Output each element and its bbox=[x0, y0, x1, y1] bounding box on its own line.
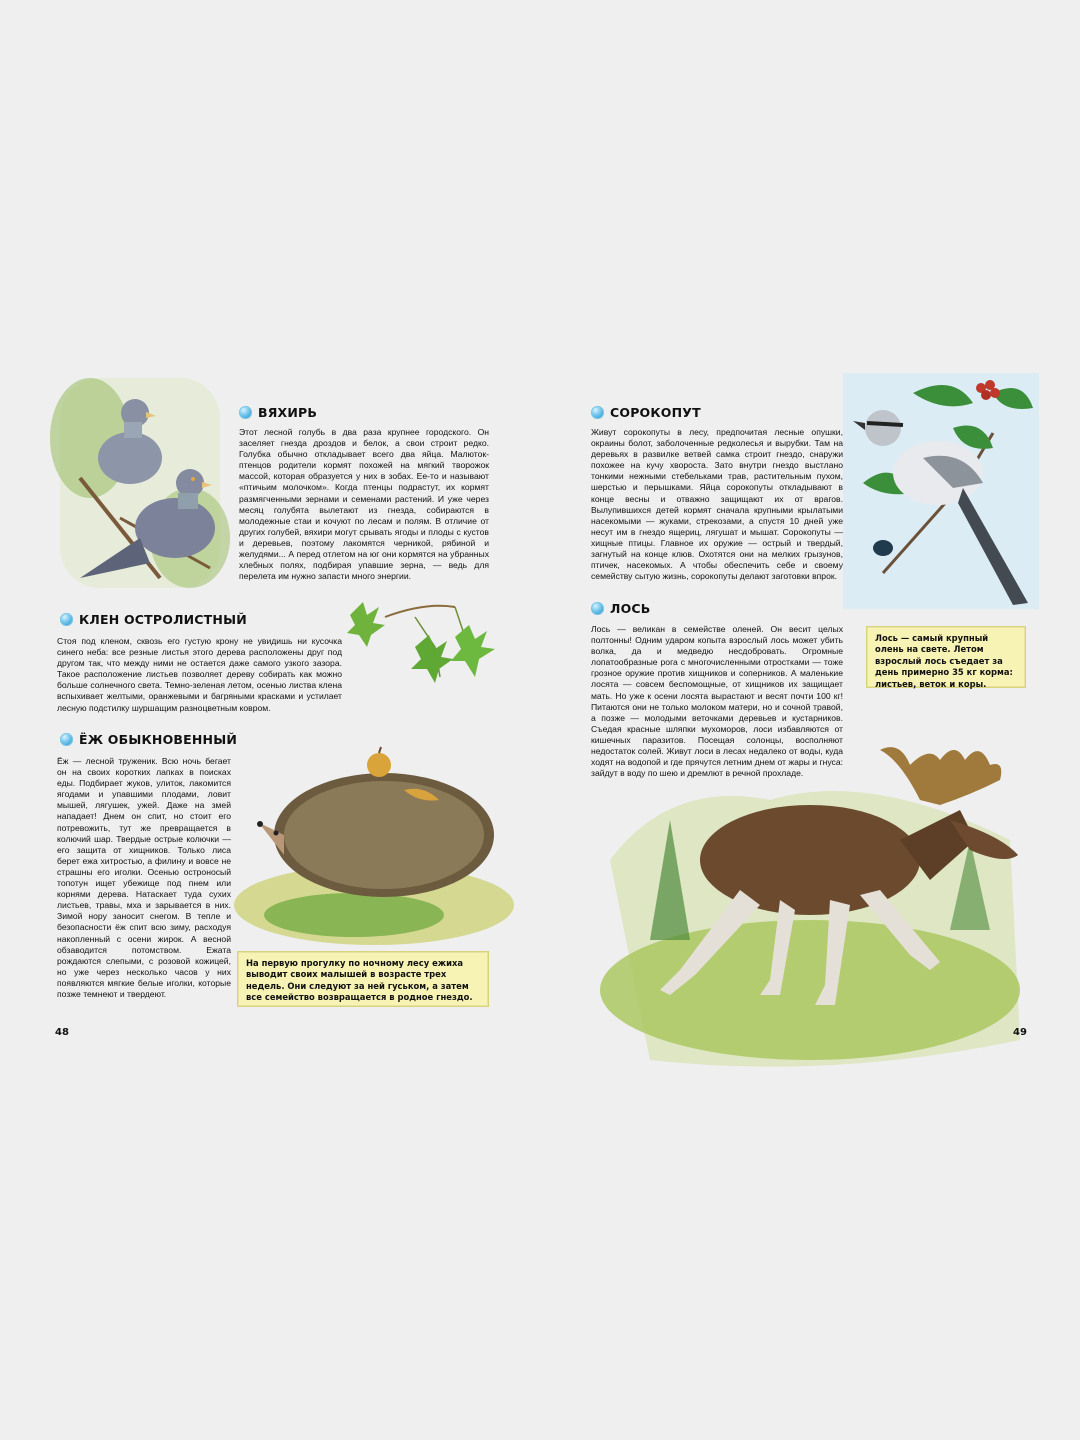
section-text-shrike bbox=[591, 427, 843, 582]
maple-branch-illustration bbox=[345, 597, 505, 697]
paragraph: Стоя под кленом, сквозь его густую крону не увидишь ни кусочка синего неба: все резные листья этого дерева расположены друг под другом так, что между ними не остается даже самого узкого зазора. Такое расположение листьев позволяет дереву собирать как можно больше солнечного света. Темно-зеленая летом, осенью листва клена вспыхивает желтыми, оранжевыми и багряными красками и устилает лесную подстилку шуршащим разноцветным ковром. bbox=[57, 636, 342, 713]
blue-droplet-bullet-icon bbox=[591, 602, 604, 615]
moose-illustration bbox=[610, 740, 1030, 1080]
section-title: КЛЕН ОСТРОЛИСТНЫЙ bbox=[79, 612, 247, 627]
paragraph: Лось — великан в семействе оленей. Он весит целых полтонны! Одним ударом копыта взрослый лось может убить волка, да и медведю несдобровать. Огромные лопатообразные рога с многочисленными отростками — тоже грозное оружие против хищников и соперников. А маленькие лосята — совсем беспомощные, от хищников их защищает мать. Но уже к осени лосята вырастают и весят почти 100 кг! Питаются они не только молоком матери, но и сочной травой, а позже — молодыми веточками деревьев и кустарников. Съедая красные шляпки мухоморов, лоси избавляются от кишечных паразитов. Посещая солонцы, восполняют недостаток солей. Живут лоси в лесах недалеко от воды, куда ходят на водопой и где прячутся летним днем от жары и гнуса: зайдут в воду по шею и дремлют в речной прохладе. bbox=[591, 624, 843, 779]
fact-text: Лось — самый крупный олень на свете. Летом взрослый лось съедает за день примерно 35 кг корма: листьев, веток и коры. bbox=[875, 633, 1013, 689]
page-number-left: 48 bbox=[55, 1027, 69, 1038]
section-heading-shrike bbox=[591, 405, 701, 420]
section-heading-wood-pigeon bbox=[239, 405, 317, 420]
section-title: СОРОКОПУТ bbox=[610, 405, 701, 420]
page-number-right: 49 bbox=[1013, 1027, 1027, 1038]
fact-text: На первую прогулку по ночному лесу ежиха выводит своих малышей в возрасте трех недель. Они следуют за ней гуськом, а затем все семейство возвращается в родное гнездо. bbox=[246, 958, 473, 1003]
section-text-maple bbox=[57, 636, 342, 714]
wood-pigeon-illustration bbox=[60, 378, 220, 588]
section-title: ВЯХИРЬ bbox=[258, 405, 318, 420]
hedgehog-fact-box bbox=[237, 951, 489, 1007]
paragraph: Ёж — лесной труженик. Всю ночь бегает он на своих коротких лапках в поисках еды. Подбирает жуков, улиток, лакомится ягодами и упавшими плодами, ловит мышей, лягушек, ужей. Даже на змей нападает! Днем он спит, но стоит его потревожить, тут же превращается в колючий шар. Твердые острые колючки — его защита от хищников. Только лиса берет ежа хитростью, а филину и вовсе не страшны его иголки. Осенью остроносый топотун ищет убежище под пнем или корнями дерева. Натаскает туда сухих листьев, травы, мха и зарывается в них. Зимой нору заносит снегом. В тепле и безопасности ёж спит всю зиму, расходуя накопленный с осени жирок. А весной обзаводится потомством. Ежата рождаются слепыми, с розовой кожицей, но уже через несколько часов у них появляются мягкие белые иголки, которые позже темнеют и твердеют. bbox=[57, 756, 231, 999]
moose-fact-box bbox=[866, 626, 1026, 688]
hedgehog-illustration bbox=[234, 745, 514, 945]
paragraph: Живут сорокопуты в лесу, предпочитая лесные опушки, окраины болот, заболоченные редколесья и вырубки. Там на деревьях в развилке ветвей самка строит гнездо, снаружи похожее на кучу хвороста. Зато внутри гнездо выстлано тонкими нежными стебельками трав, растительным пухом, шерстью и перышками. Яйца сорокопуты откладывают в конце весны и отважно защищают их от врагов. Вылупившихся детей кормят сначала крупными крылатыми насекомыми — жуками, стрекозами, а спустя 10 дней уже несут им в гнездо ящериц, лягушат и мышат. Сорокопуты — хищные птицы. Главное их оружие — острый и твердый, загнутый на конце клюв. Охотятся они на мелких грызунов, птичек, насекомых. А чтобы обеспечить себе и своему семейству сытую жизнь, сорокопуты делают заготовки впрок. bbox=[591, 427, 843, 582]
blue-droplet-bullet-icon bbox=[239, 406, 252, 419]
section-heading-moose bbox=[591, 601, 651, 616]
section-text-wood-pigeon bbox=[239, 427, 489, 582]
blue-droplet-bullet-icon bbox=[60, 613, 73, 626]
blue-droplet-bullet-icon bbox=[591, 406, 604, 419]
section-heading-hedgehog bbox=[60, 732, 237, 747]
blue-droplet-bullet-icon bbox=[60, 733, 73, 746]
paragraph: Этот лесной голубь в два раза крупнее городского. Он заселяет гнезда дроздов и белок, а свои строит редко. Голубка обычно откладывает всего два яйца. Малюток-птенцов родители кормят похожей на мягкий творожок массой, которая образуется у них в зобах. Ее-то и называют «птичьим молочком». Когда птенцы подрастут, их кормят размягченными зернами и семенами растений. И уже через месяц голубята вылетают из гнезда, собираются в молодежные стаи и кочуют по лесам и полям. В отличие от других голубей, вяхири могут срывать ягоды и плоды с кустов и деревьев, поэтому лакомятся черникой, рябиной и желудями... А перед отлетом на юг они кормятся на убранных хлебных полях, подбирая упавшие зерна, — ведь для перелета им нужно запасти много энергии. bbox=[239, 427, 489, 582]
shrike-illustration bbox=[843, 373, 1039, 609]
section-text-hedgehog bbox=[57, 756, 231, 1000]
section-title: ЛОСЬ bbox=[610, 601, 651, 616]
section-heading-maple bbox=[60, 612, 247, 627]
section-title: ЁЖ ОБЫКНОВЕННЫЙ bbox=[79, 732, 238, 747]
